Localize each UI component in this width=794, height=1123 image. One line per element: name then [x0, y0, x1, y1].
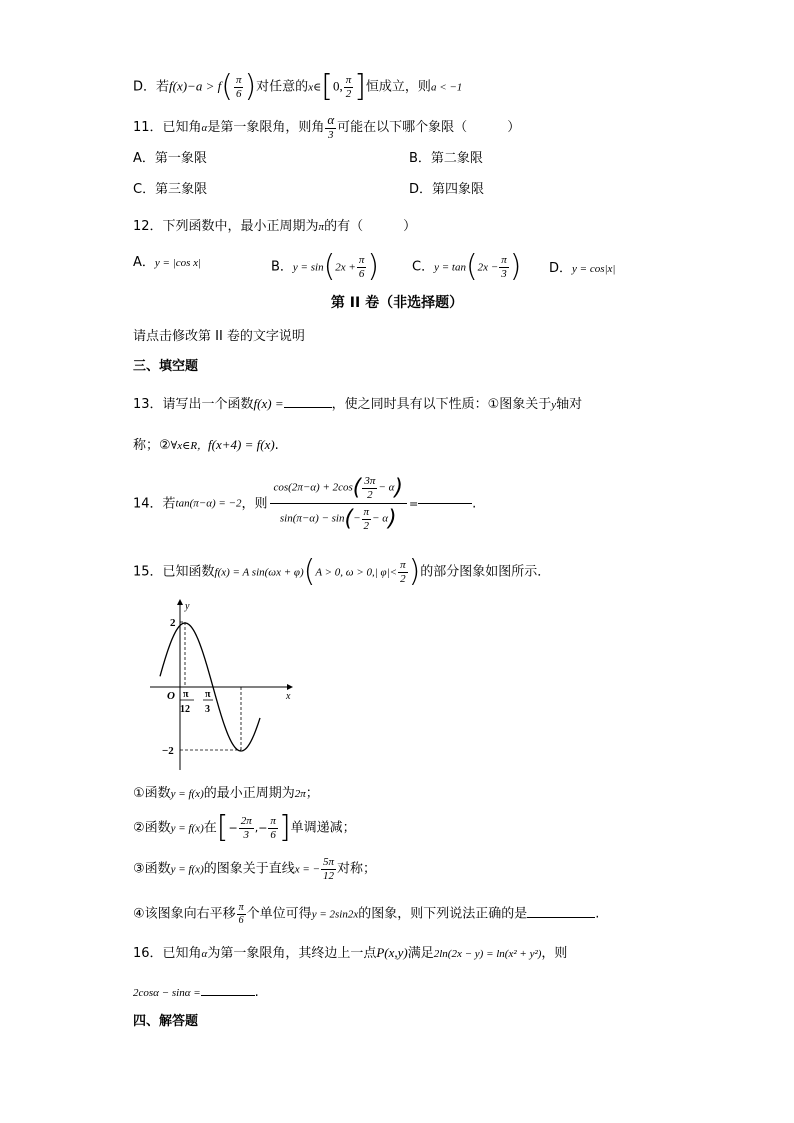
- q10-option-d: D．若f(x)−a > f( $\frac{\pi}{6}$ )对任意的x∈[0, $\frac{\pi}{2}$ ]恒成立，则a < −1: [133, 69, 463, 104]
- q12-option-a: y = |cos x|: [154, 257, 202, 269]
- condition-text: 对任意的: [256, 79, 309, 95]
- fraction-pi-6: $\frac{\pi}{6}$: [235, 73, 242, 100]
- section-note: 请点击修改第 II 卷的文字说明: [133, 329, 305, 344]
- graph-origin: O: [167, 690, 175, 702]
- q11-stem: 11．已知角α是第一象限角，则角 $\frac{\alpha}{3}$ 可能在以下哪个象限（ ）: [133, 112, 521, 141]
- q16-line1: 16．已知角α为第一象限角，其终边上一点P(x,y)满足2ln(2x − y) = ln(x² + y²)，则: [133, 945, 568, 961]
- part-four-heading: 四、解答题: [133, 1014, 199, 1029]
- q12-option-c: C．y = tan(2x − $\frac{\pi}{3}$ ): [412, 249, 522, 284]
- part-three-heading: 三、填空题: [133, 359, 199, 374]
- x-in: x∈: [308, 81, 322, 94]
- q15-statement-4: ④该图象向右平移 $\frac{\pi}{6}$ 个单位可得y = 2sin2x的图象，则下列说法正确的是 .: [133, 902, 600, 926]
- q12-stem: 12．下列函数中，最小正周期为π的有（ ）: [133, 219, 417, 234]
- point-p: P(x,y): [376, 945, 408, 960]
- graph-tick-pi3-num: π: [205, 689, 211, 700]
- graph-tick-pi12-den: 12: [180, 704, 190, 715]
- function-expression: f(x) = A sin(ωx + φ): [214, 566, 304, 579]
- q13-line2: 称；②∀x∈R，f(x+4) = f(x).: [133, 437, 279, 453]
- q11-option-a: A．第一象限: [133, 151, 207, 166]
- fraction-alpha-3: $\frac{\alpha}{3}$: [327, 112, 335, 141]
- q13-line1: 13．请写出一个函数f(x) = ，使之同时具有以下性质：①图象关于y轴对: [133, 396, 583, 412]
- answer-blank[interactable]: [527, 917, 595, 918]
- q15-stem: 15．已知函数f(x) = A sin(ωx + φ)(A > 0, ω > 0,| φ|< $\frac{\pi}{2}$ )的部分图象如图所示．: [133, 554, 551, 589]
- graph-tick-pi3-den: 3: [205, 704, 210, 715]
- q15-statement-1: ①函数y = f(x)的最小正周期为2π；: [133, 786, 319, 801]
- q16-line2: 2cosα − sinα = .: [133, 985, 259, 1000]
- graph-y-label: y: [185, 601, 190, 612]
- answer-blank[interactable]: [284, 407, 332, 408]
- section-title: 第 II 卷（非选择题）: [330, 295, 464, 311]
- graph-x-label: x: [286, 691, 291, 702]
- option-label: D．若: [133, 79, 170, 95]
- q11-option-c: C．第三象限: [133, 182, 208, 197]
- sine-graph: [150, 595, 300, 775]
- periodic-equation: f(x+4) = f(x): [208, 437, 275, 452]
- graph-tick-pi12-num: π: [183, 689, 189, 700]
- q15-statement-2: ②函数y = f(x)在[− $\frac{2\pi}{3}$ ,− $\frac{\pi}{6}$ ]单调递减；: [133, 810, 356, 845]
- fx-expression: f(x) =: [253, 396, 284, 411]
- q12-option-d: D．y = cos|x|: [549, 261, 616, 276]
- expression: 2cosα − sinα =: [133, 987, 201, 999]
- alpha-symbol: α: [201, 121, 208, 134]
- result: a < −1: [430, 81, 463, 94]
- q15-statement-3: ③函数y = f(x)的图象关于直线x = − $\frac{5\pi}{12}$ 对称；: [133, 856, 377, 882]
- answer-blank[interactable]: [201, 995, 255, 996]
- q12-option-b: B．y = sin(2x + $\frac{\pi}{6}$ ): [271, 249, 380, 284]
- q11-option-b: B．第二象限: [409, 151, 483, 166]
- fraction-pi-2: $\frac{\pi}{2}$: [345, 73, 352, 100]
- inequality-left: f(x)−a > f: [169, 78, 222, 94]
- pi-symbol: π: [318, 221, 325, 233]
- answer-blank[interactable]: [418, 503, 472, 504]
- hold-text: 恒成立，则: [365, 79, 431, 95]
- interval-left: 0,: [332, 78, 343, 94]
- log-equation: 2ln(2x − y) = ln(x² + y²): [433, 948, 542, 960]
- graph-tick-2: 2: [170, 617, 176, 629]
- q14: 14．若tan(π−α) = −2，则 cos(2π−α) + 2cos( $\frac{3\pi}{2}$ − α) sin(π−α) − sin(− $\frac{\pi}{2}$ − α) = .: [133, 475, 477, 532]
- q14-big-fraction: cos(2π−α) + 2cos( $\frac{3\pi}{2}$ − α) sin(π−α) − sin(− $\frac{\pi}{2}$ − α): [270, 475, 407, 533]
- graph-tick-neg2: −2: [162, 745, 174, 757]
- q12-option-a-label: A．: [133, 255, 155, 270]
- q12-options: [133, 256, 201, 269]
- q11-option-d: D．第四象限: [409, 182, 485, 197]
- given-condition: tan(π−α) = −2: [175, 497, 242, 510]
